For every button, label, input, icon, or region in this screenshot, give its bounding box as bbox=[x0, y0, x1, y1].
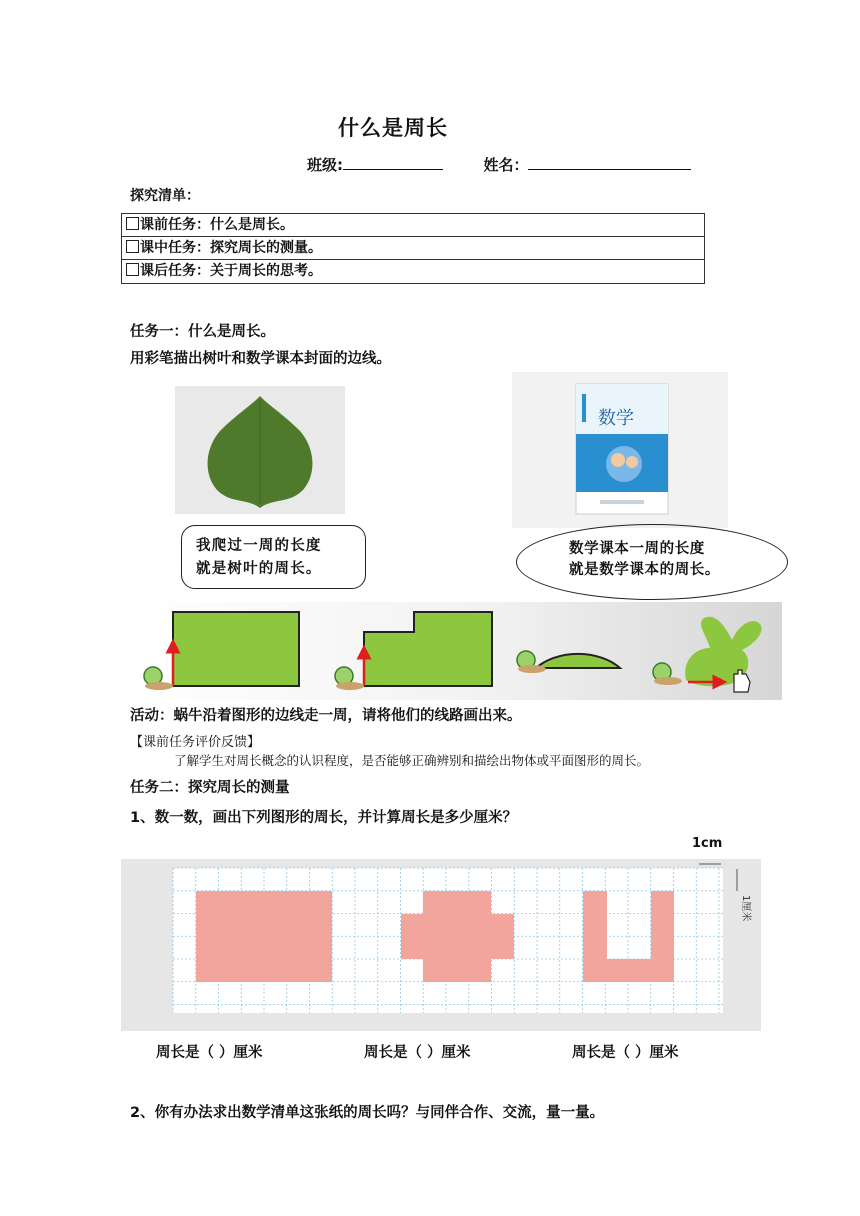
book-icon bbox=[512, 372, 728, 528]
activity-text: 活动：蜗牛沿着图形的边线走一周，请将他们的线路画出来。 bbox=[130, 708, 522, 724]
task1-title: 任务一：什么是周长。 bbox=[130, 324, 275, 340]
feedback-heading: 【课前任务评价反馈】 bbox=[130, 735, 261, 750]
checklist-item bbox=[122, 214, 704, 237]
checkbox-icon[interactable] bbox=[126, 217, 139, 230]
unit-side-label: 1厘米 bbox=[740, 895, 751, 922]
speech-bubble-right bbox=[516, 524, 788, 600]
bubble-right-line: 就是数学课本的周长。 bbox=[569, 562, 720, 578]
bubble-left-line: 我爬过一周的长度 bbox=[196, 538, 322, 554]
checklist-item bbox=[122, 237, 704, 260]
class-label: 班级: bbox=[307, 156, 343, 174]
answer-blank-1[interactable]: 周长是（ ）厘米 bbox=[156, 1045, 263, 1061]
bubble-left-line: 就是树叶的周长。 bbox=[196, 561, 322, 577]
leaf-photo bbox=[175, 386, 345, 514]
checklist-item-label: 课后任务：关于周长的思考。 bbox=[140, 263, 322, 279]
feedback-body: 了解学生对周长概念的认识程度，是否能够正确辨别和描绘出物体或平面图形的周长。 bbox=[174, 753, 650, 768]
task1-instruction: 用彩笔描出树叶和数学课本封面的边线。 bbox=[130, 351, 391, 367]
answer-blank-2[interactable]: 周长是（ ）厘米 bbox=[364, 1045, 471, 1061]
snail-shapes-illustration bbox=[126, 602, 782, 700]
checklist-item bbox=[122, 260, 704, 283]
name-label: 姓名： bbox=[483, 156, 529, 174]
snail-shapes-figure bbox=[126, 602, 782, 700]
grid-shapes-illustration bbox=[121, 859, 761, 1031]
unit-label: 1cm bbox=[692, 836, 723, 851]
question-1: 1、数一数，画出下列图形的周长，并计算周长是多少厘米？ bbox=[130, 810, 518, 826]
name-blank[interactable] bbox=[528, 155, 691, 170]
answer-blank-3[interactable]: 周长是（ ）厘米 bbox=[572, 1045, 679, 1061]
math-book-photo bbox=[512, 372, 728, 528]
checkbox-icon[interactable] bbox=[126, 240, 139, 253]
speech-bubble-left bbox=[181, 525, 366, 589]
checklist-table bbox=[121, 213, 705, 284]
checkbox-icon[interactable] bbox=[126, 263, 139, 276]
class-blank[interactable] bbox=[343, 155, 443, 170]
student-info-line bbox=[307, 154, 691, 175]
question-2: 2、你有办法求出数学清单这张纸的周长吗？与同伴合作、交流，量一量。 bbox=[130, 1105, 605, 1121]
bubble-right-line: 数学课本一周的长度 bbox=[569, 541, 705, 557]
book-cover-title: 数学 bbox=[598, 408, 634, 429]
checklist-item-label: 课中任务：探究周长的测量。 bbox=[140, 240, 322, 256]
checklist-title: 探究清单： bbox=[130, 188, 200, 204]
checklist-item-label: 课前任务：什么是周长。 bbox=[140, 217, 294, 233]
grid-figure bbox=[121, 859, 761, 1031]
task2-title: 任务二：探究周长的测量 bbox=[130, 780, 290, 796]
page-title: 什么是周长 bbox=[338, 116, 448, 140]
leaf-icon bbox=[175, 386, 345, 514]
